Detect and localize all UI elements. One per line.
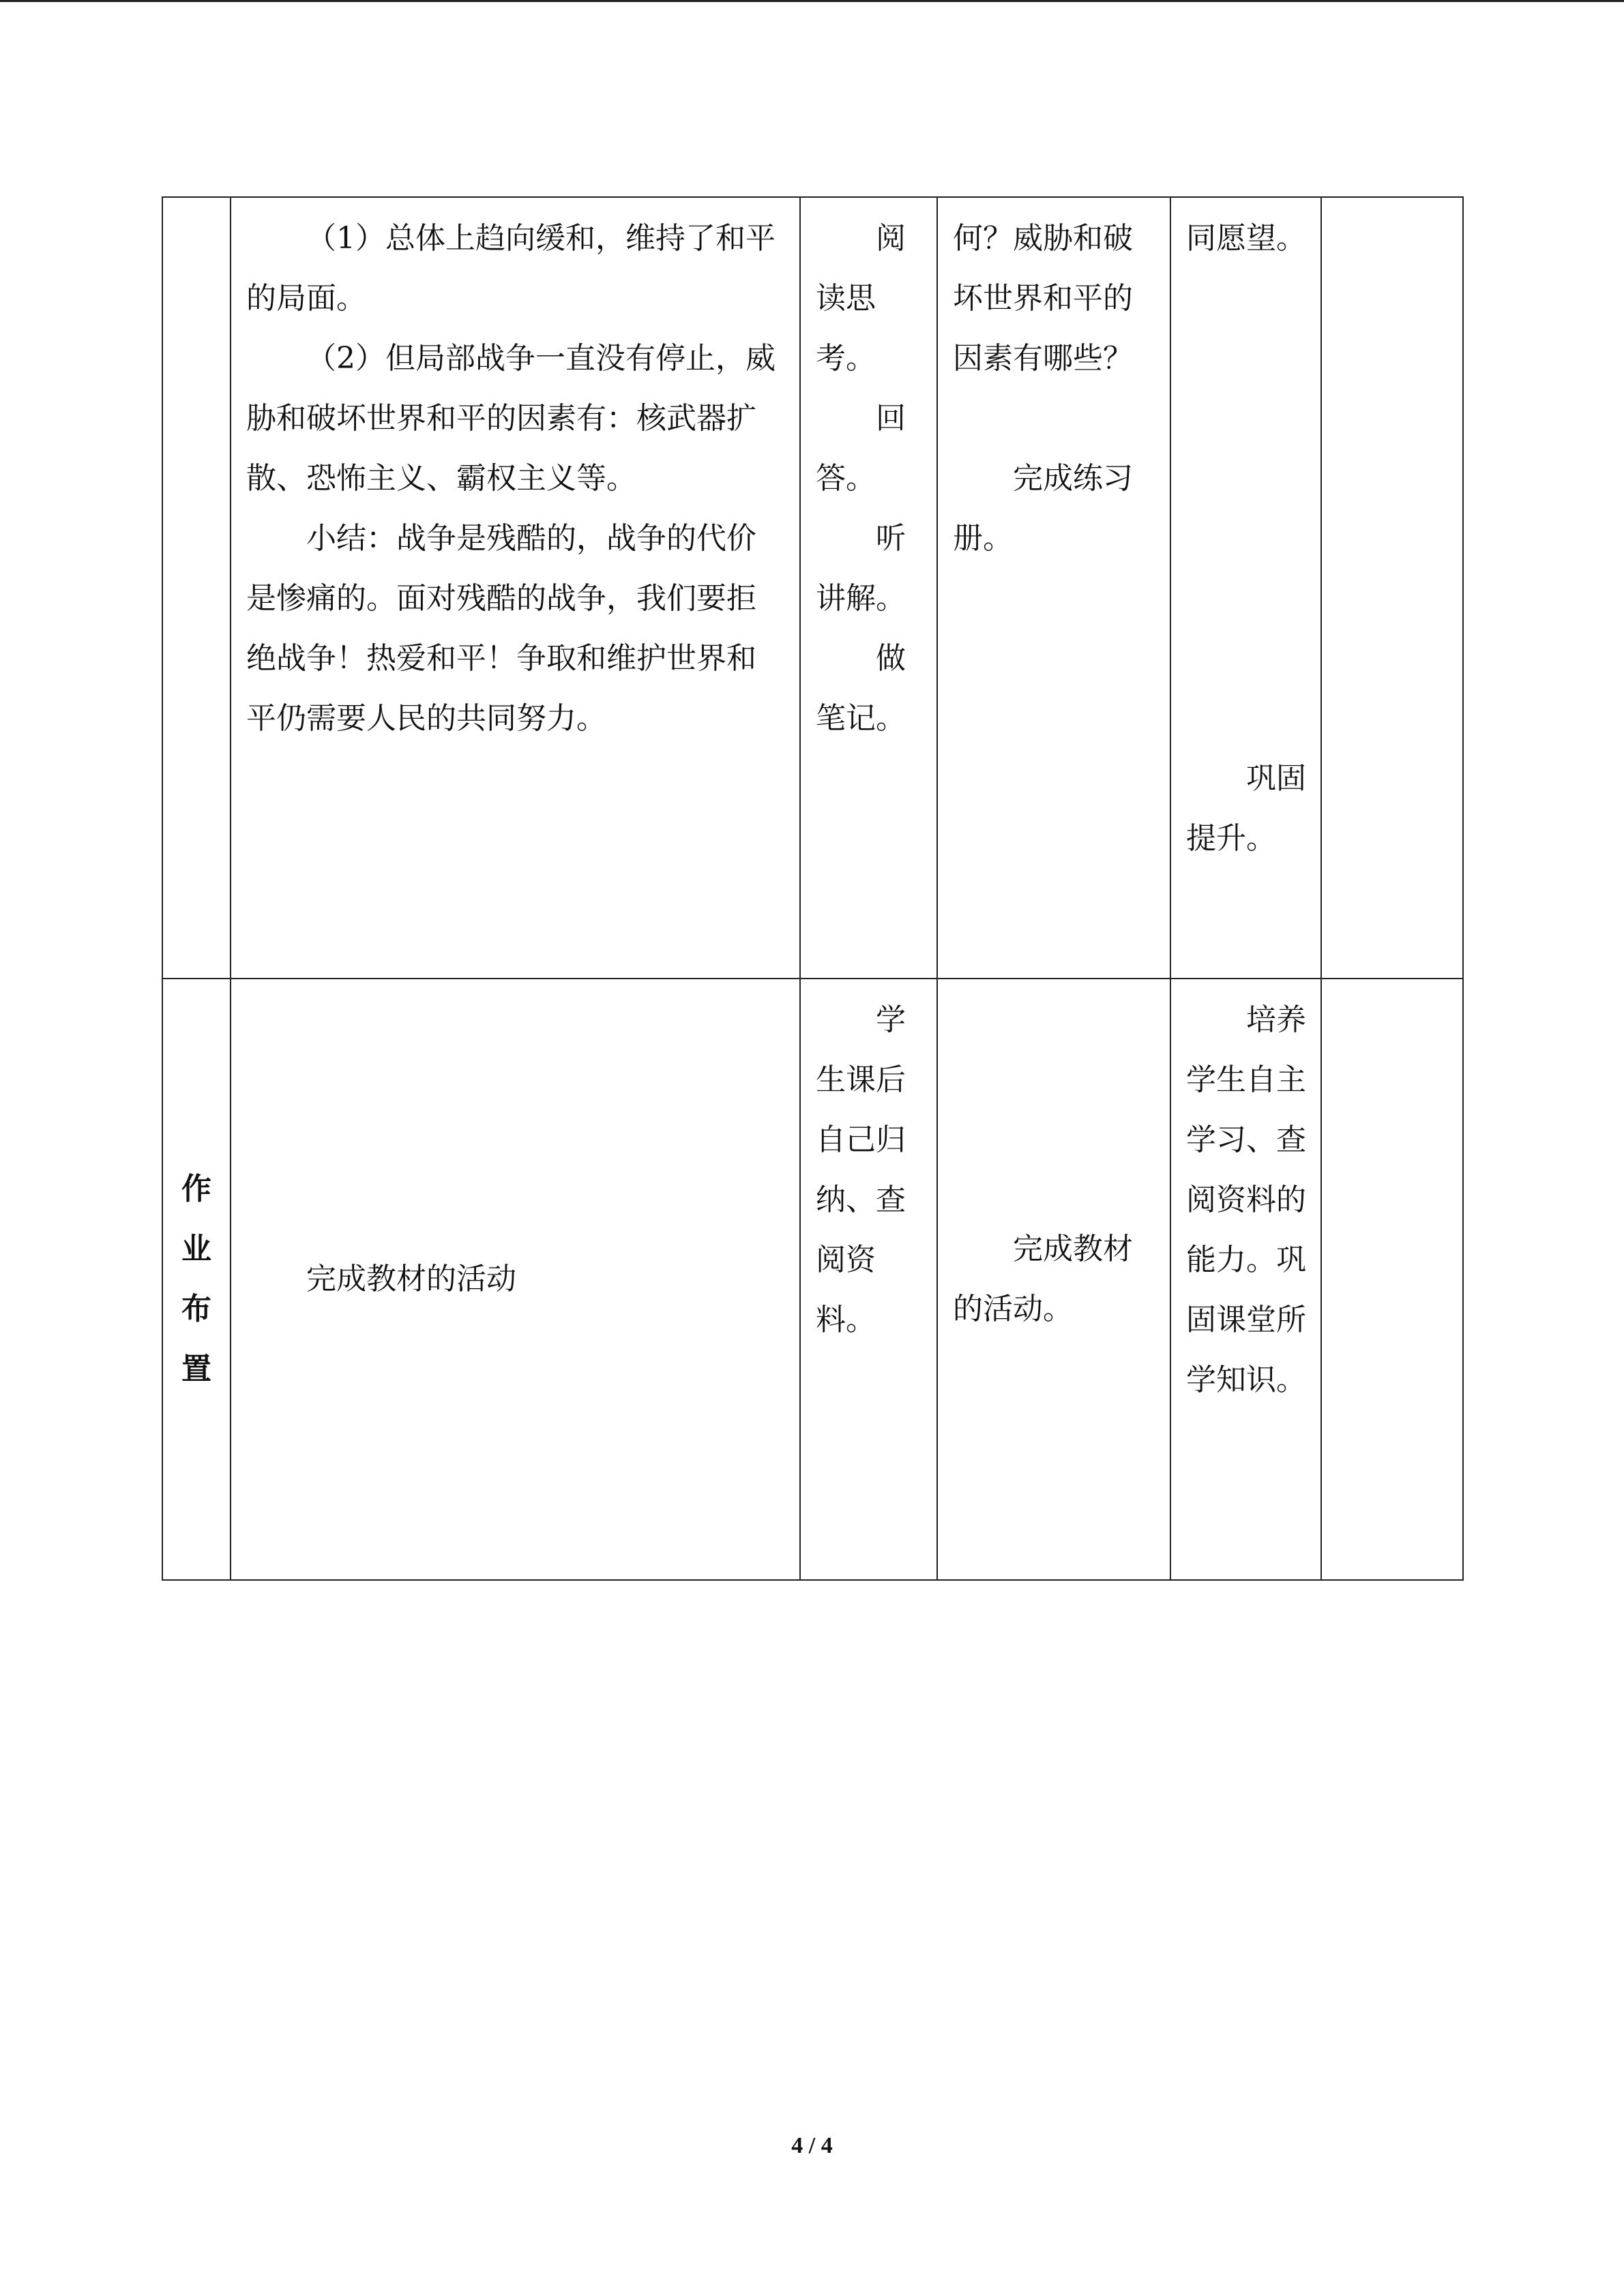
teacher-exercise: 完成练习册。 xyxy=(953,461,1133,556)
intent-consolidate: 巩固提升。 xyxy=(1186,761,1306,856)
student-activity-cell xyxy=(800,197,937,979)
content-paragraph-2: （2）但局部战争一直没有停止，威胁和破坏世界和平的因素有：核武器扩散、恐怖主义、霸权主义等。 xyxy=(246,341,776,496)
content-paragraph-1: （1）总体上趋向缓和，维持了和平的局面。 xyxy=(246,221,776,316)
content-cell xyxy=(231,197,800,979)
homework-content-cell xyxy=(231,979,800,1580)
homework-notes-cell-empty xyxy=(1321,979,1463,1580)
student-activity-listen: 听讲解。 xyxy=(816,521,906,616)
table-row-process xyxy=(162,197,1463,979)
homework-label-char-3: 布 xyxy=(181,1292,211,1326)
design-intent-cell xyxy=(1170,197,1321,979)
lesson-plan-table xyxy=(162,196,1464,1581)
homework-student-activity: 学生课后自己归纳、查阅资料。 xyxy=(816,1002,906,1337)
homework-label-char-2: 业 xyxy=(181,1232,211,1266)
teacher-question: 何？威胁和破坏世界和平的因素有哪些？ xyxy=(953,221,1133,376)
homework-label-char-1: 作 xyxy=(181,1172,211,1206)
homework-design-intent: 培养学生自主学习、查阅资料的能力。巩固课堂所学知识。 xyxy=(1186,1002,1306,1397)
section-label-cell-empty xyxy=(162,197,231,979)
homework-content: 完成教材的活动 xyxy=(306,1262,516,1296)
student-activity-notes: 做笔记。 xyxy=(816,641,906,736)
student-activity-read: 阅读思考。 xyxy=(816,221,906,376)
homework-label-char-4: 置 xyxy=(181,1352,211,1386)
table-row-homework xyxy=(162,979,1463,1580)
homework-intent-cell xyxy=(1170,979,1321,1580)
homework-student-cell xyxy=(800,979,937,1580)
homework-teacher-cell xyxy=(937,979,1170,1580)
student-activity-answer: 回答。 xyxy=(816,401,906,496)
notes-cell-empty xyxy=(1321,197,1463,979)
homework-label xyxy=(162,979,231,1580)
page-top-border xyxy=(0,0,1624,2)
intent-wish: 同愿望。 xyxy=(1186,221,1306,256)
content-paragraph-summary: 小结：战争是残酷的，战争的代价是惨痛的。面对残酷的战争，我们要拒绝战争！热爱和平！争取和维护世界和平仍需要人民的共同努力。 xyxy=(246,521,756,736)
teacher-activity-cell xyxy=(937,197,1170,979)
page-number: 4 / 4 xyxy=(791,2133,833,2158)
homework-teacher-activity: 完成教材的活动。 xyxy=(953,1232,1133,1326)
